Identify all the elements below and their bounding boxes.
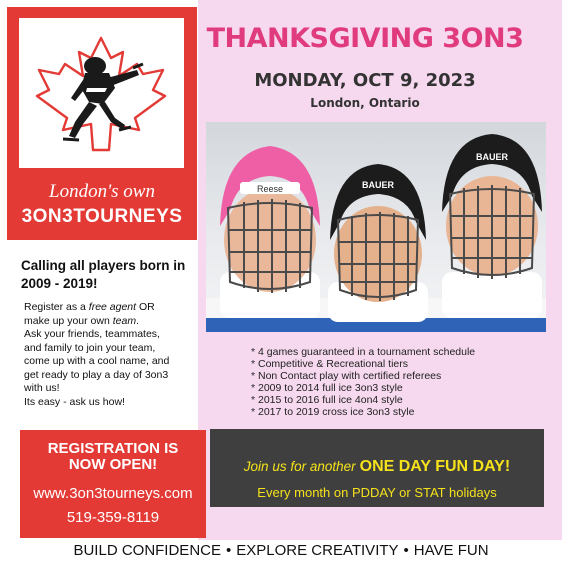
feature-item: * 4 games guaranteed in a tournament schedule (251, 346, 476, 358)
helmet-brand-label: BAUER (475, 152, 509, 162)
logo-brand: 3ON3TOURNEYS (21, 206, 183, 227)
footer-item: EXPLORE CREATIVITY (236, 542, 399, 559)
feature-item: * 2015 to 2016 full ice 4on4 style (251, 394, 403, 406)
register-line: Its easy - ask us how! (24, 395, 125, 408)
fun-day-headline (210, 458, 544, 476)
fun-day-schedule: Every month on PDDAY or STAT holidays (257, 485, 497, 500)
footer-item: HAVE FUN (413, 542, 489, 559)
register-line: get ready to play a day of 3on3 (24, 368, 169, 381)
kids-helmets-illustration (206, 122, 546, 332)
hockey-player-maple-leaf-icon (19, 18, 184, 168)
register-line: Register as a free agent OR (24, 301, 155, 313)
registration-title (20, 441, 206, 473)
feature-item: * Competitive & Recreational tiers (251, 358, 408, 370)
eligibility-heading: Calling all players born in 2009 - 2019! (21, 258, 186, 291)
feature-item: * Non Contact play with certified referees (251, 370, 442, 382)
footer-separator: • (226, 542, 232, 559)
feature-item: * 2009 to 2014 full ice 3on3 style (251, 382, 403, 394)
event-date: MONDAY, OCT 9, 2023 (254, 70, 476, 91)
register-line: with us! (24, 382, 60, 394)
registration-title-line: REGISTRATION IS (47, 440, 179, 457)
logo-box (19, 18, 184, 168)
event-title: THANKSGIVING 3ON3 (206, 23, 524, 54)
footer-slogan (0, 542, 562, 559)
footer-separator: • (403, 542, 409, 559)
fun-day-highlight: ONE DAY FUN DAY! (359, 458, 511, 475)
register-description (24, 301, 210, 409)
register-line: Ask your friends, teammates, (24, 328, 160, 340)
helmet-name-label: Reese (256, 184, 284, 194)
register-line: make up your own team. (24, 314, 139, 327)
black-helmet-kid-right (442, 134, 542, 318)
pink-helmet-kid (220, 146, 320, 318)
feature-list (251, 346, 551, 418)
register-line: come up with a cool name, and (24, 355, 170, 367)
kids-helmets-photo (206, 122, 546, 332)
logo-tagline: London's own (49, 181, 155, 202)
website-link[interactable]: www.3on3tourneys.com (33, 485, 193, 502)
black-helmet-kid-middle (328, 164, 428, 322)
fun-day-intro: Join us for another (243, 459, 356, 474)
feature-item: * 2017 to 2019 cross ice 3on3 style (251, 406, 415, 418)
register-line: and family to join your team, (24, 341, 156, 354)
phone-number[interactable]: 519-359-8119 (66, 509, 160, 526)
footer-item: BUILD CONFIDENCE (73, 542, 221, 559)
helmet-brand-label: BAUER (361, 180, 395, 190)
registration-title-line: NOW OPEN! (68, 456, 158, 473)
event-location: London, Ontario (310, 96, 420, 110)
